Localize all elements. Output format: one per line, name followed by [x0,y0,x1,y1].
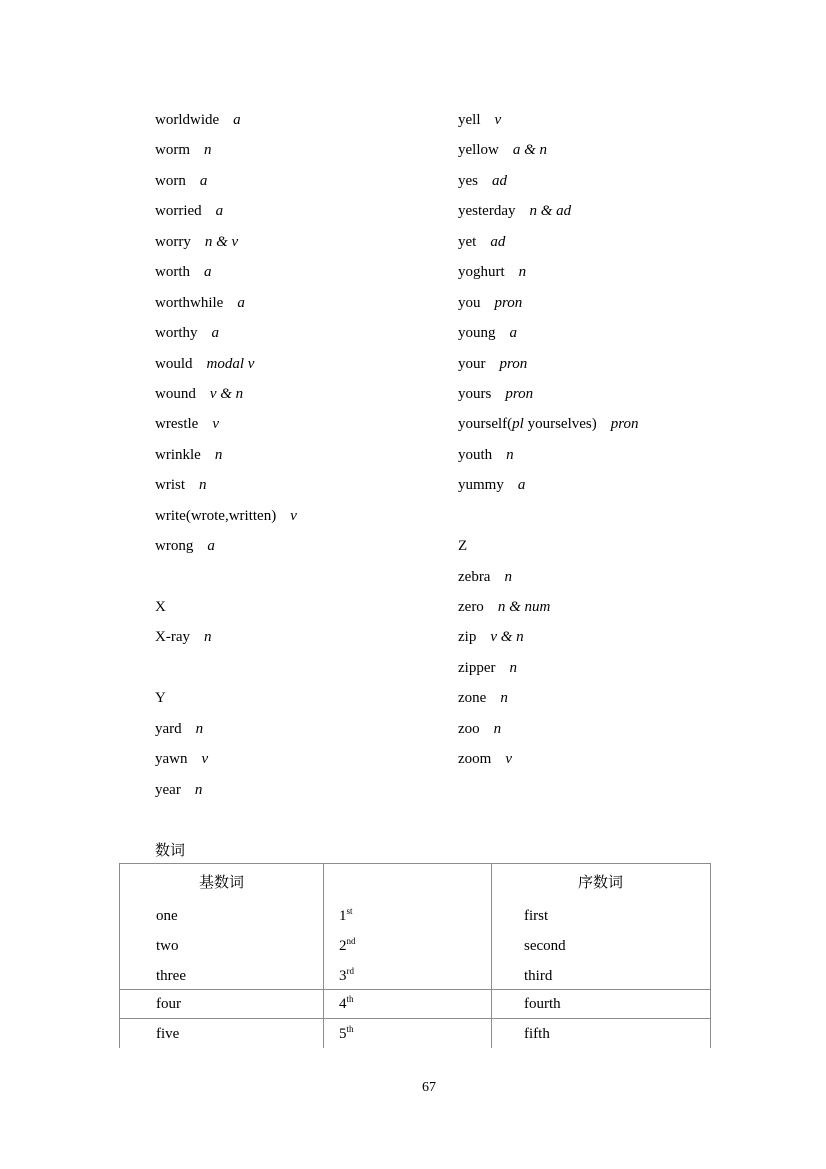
pos-label: pron [505,385,534,402]
word-text: year [155,781,181,798]
word-entry [155,166,455,196]
table-row-divider [120,989,710,990]
word-text: zoom [458,751,492,768]
pos-label: a & n [512,142,547,159]
cardinal-cell: one [156,908,178,924]
word-entry [458,135,778,165]
word-entry [155,470,455,500]
word-text: zebra [458,568,491,585]
word-text: worry [155,233,191,250]
pos-label: n [214,446,223,463]
wordlist-right-column [458,105,778,775]
pos-label: modal v [206,355,255,372]
word-entry [155,257,455,287]
word-text: wrinkle [155,446,201,463]
pos-label: pron [499,355,528,372]
word-text: worldwide [155,112,220,128]
word-text: wrist [155,477,185,494]
pos-label: n [506,446,514,463]
pos-label: n [195,720,204,737]
pos-label: a [204,264,212,281]
cardinal-cell: four [156,996,181,1012]
pos-label: v & n [209,385,244,402]
word-text: yesterday [458,203,516,220]
word-text: worn [155,172,186,189]
word-entry [458,227,778,257]
word-text: yoghurt [458,264,505,281]
pos-label: a [509,325,517,342]
table-header-cell: 序数词 [577,875,623,891]
word-entry [458,592,778,622]
word-text: yourself(pl yourselves) [458,416,597,433]
section-letter: Z [458,538,468,555]
page-number: 67 [422,1080,436,1095]
word-entry [458,379,778,409]
word-text: worthy [155,325,198,342]
pos-label: a [199,172,208,189]
word-entry [155,318,455,348]
numerals-heading: 数词 [155,843,186,859]
pos-label: n & v [204,233,239,250]
ordinal-abbrev-cell: 4th [339,994,354,1012]
pos-label: n [194,781,203,798]
cardinal-cell: two [156,938,179,954]
word-entry [458,622,778,652]
section-letter: X [155,599,166,615]
word-entry [458,257,778,287]
pos-label: v [494,112,502,128]
pos-label: v [290,507,297,524]
word-entry [458,105,778,135]
word-entry [155,531,455,561]
ordinal-abbrev-cell: 2nd [339,936,356,954]
word-entry [155,775,455,805]
cardinal-cell: three [156,968,186,984]
section-letter: Y [155,690,166,707]
word-text: yell [458,112,481,128]
word-text: young [458,325,496,342]
word-text: worried [155,203,202,220]
pos-label: n [203,629,212,646]
pos-label: ad [490,233,506,250]
ordinal-abbrev-cell: 1st [339,906,353,924]
word-entry [458,714,778,744]
table-row-divider [120,1018,710,1019]
word-entry [155,409,455,439]
word-text: write(wrote,written) [155,507,277,524]
table-header-cell [323,868,491,898]
pos-label: n [500,690,508,707]
pos-label: a [215,203,224,220]
cardinal-cell: five [156,1026,180,1042]
word-text: would [155,355,193,372]
pos-label: n [204,142,212,159]
word-entry [155,196,455,226]
blank-line [155,653,455,683]
pos-label: v [505,751,512,768]
word-entry [155,227,455,257]
word-text: wound [155,385,196,402]
word-entry [458,562,778,592]
word-entry [458,653,778,683]
blank-line [458,501,778,531]
pos-label: a [233,112,241,128]
word-entry [155,135,455,165]
word-entry [155,622,455,652]
word-entry [458,166,778,196]
word-text: worthwhile [155,294,224,311]
word-entry [155,714,455,744]
pos-label: n [509,659,517,676]
word-text: worm [155,142,190,159]
numerals-table [119,863,711,1048]
word-entry [458,318,778,348]
pos-label: a [211,325,219,342]
word-text: your [458,355,486,372]
ordinal-word-cell: fourth [524,996,561,1012]
ordinal-word-cell: first [524,908,549,924]
word-entry [458,196,778,226]
word-entry [155,501,455,531]
pos-label: v [212,416,219,433]
blank-line [155,562,455,592]
word-entry [458,744,778,774]
pos-label: n & ad [529,203,572,220]
word-text: yummy [458,477,504,494]
pos-label: pron [610,416,639,433]
word-text: yet [458,233,477,250]
word-entry [458,409,778,439]
word-text: yellow [458,142,499,159]
word-text: zone [458,690,487,707]
word-text: yawn [155,751,188,768]
pos-label: ad [492,172,507,189]
pos-label: n [199,477,207,494]
pos-label: a [517,477,526,494]
word-text: zoo [458,720,480,737]
word-entry [155,440,455,470]
ordinal-abbrev-cell: 5th [339,1024,354,1042]
pos-label: n [493,720,502,737]
pos-label: n [504,568,512,585]
word-entry [458,288,778,318]
pos-label: a [207,538,215,555]
pos-label: n [518,264,527,281]
word-text: yours [458,385,492,402]
word-entry [155,105,455,135]
word-entry [155,349,455,379]
word-entry [458,470,778,500]
word-entry [155,379,455,409]
word-entry [155,288,455,318]
word-entry [458,683,778,713]
table-header-cell: 基数词 [198,875,244,891]
word-text: yard [155,720,182,737]
word-text: wrong [155,538,194,555]
ordinal-abbrev-cell: 3rd [339,966,354,984]
pos-label: v & n [490,629,524,646]
pos-label: v [201,751,209,768]
ordinal-word-cell: third [524,968,553,984]
wordlist-left-column [155,105,455,805]
word-text: wrestle [155,416,199,433]
pos-label: a [237,294,245,311]
ordinal-word-cell: second [524,938,566,954]
pos-label: pron [494,294,523,311]
word-entry [458,440,778,470]
word-text: zero [458,599,484,615]
word-text: yes [458,172,478,189]
ordinal-word-cell: fifth [524,1026,550,1042]
word-text: X-ray [155,629,190,646]
pos-label: n & num [497,599,551,615]
word-text: zip [458,629,477,646]
word-text: zipper [458,659,496,676]
word-entry [458,349,778,379]
word-text: you [458,294,481,311]
word-entry [155,744,455,774]
word-text: youth [458,446,493,463]
word-text: worth [155,264,190,281]
